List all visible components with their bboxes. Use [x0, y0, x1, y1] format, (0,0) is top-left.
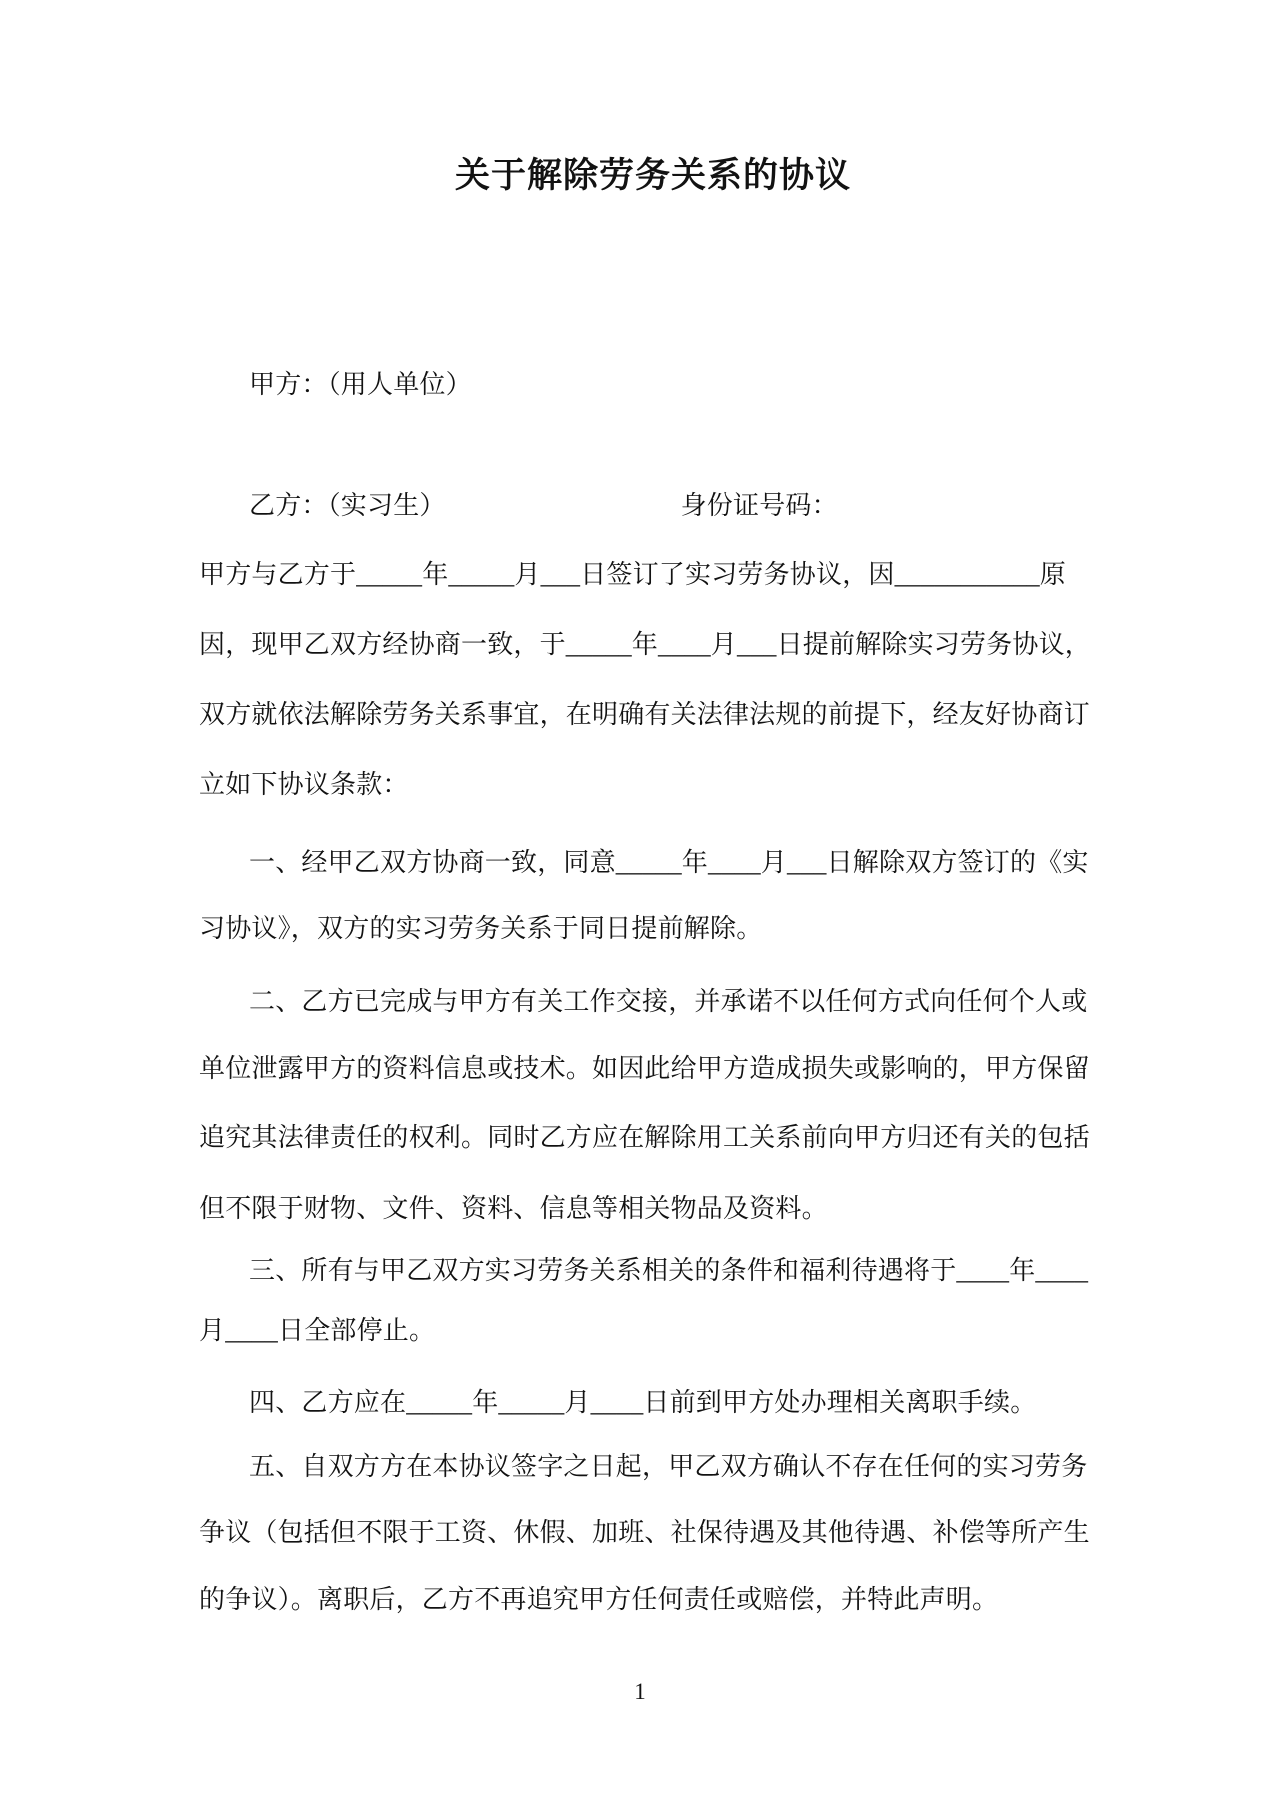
page-number: 1 — [634, 1679, 646, 1704]
clause-2-line-3: 追究其法律责任的权利。同时乙方应在解除用工关系前向甲方归还有关的包括 — [199, 1123, 1090, 1152]
clause-2-line-1: 二、乙方已完成与甲方有关工作交接，并承诺不以任何方式向任何个人或 — [249, 987, 1088, 1016]
clause-3-line-1: 三、所有与甲乙双方实习劳务关系相关的条件和福利待遇将于____年____ — [249, 1256, 1089, 1285]
clause-5-line-3: 的争议）。离职后，乙方不再追究甲方任何责任或赔偿，并特此声明。 — [199, 1585, 999, 1614]
party-b-label: 乙方：（实习生） — [249, 491, 446, 520]
party-b-line — [199, 489, 1149, 523]
clause-1-line-1: 一、经甲乙双方协商一致，同意_____年____月___日解除双方签订的《实 — [249, 848, 1089, 877]
intro-line-2: 因，现甲乙双方经协商一致，于_____年____月___日提前解除实习劳务协议， — [199, 630, 1092, 659]
intro-line-1: 甲方与乙方于_____年_____月___日签订了实习劳务协议，因___________原 — [199, 560, 1067, 589]
clause-1-line-2: 习协议》，双方的实习劳务关系于同日提前解除。 — [199, 914, 763, 943]
clause-5-line-2: 争议（包括但不限于工资、休假、加班、社保待遇及其他待遇、补偿等所产生 — [199, 1518, 1090, 1547]
clause-2-line-4: 但不限于财物、文件、资料、信息等相关物品及资料。 — [199, 1194, 828, 1223]
clause-4-line-1: 四、乙方应在_____年_____月____日前到甲方处办理相关离职手续。 — [249, 1388, 1037, 1417]
clause-5-line-1: 五、自双方方在本协议签字之日起，甲乙双方确认不存在任何的实习劳务 — [249, 1452, 1088, 1481]
id-number-label: 身份证号码： — [680, 491, 838, 520]
doc-title: 关于解除劳务关系的协议 — [454, 156, 851, 195]
intro-line-3: 双方就依法解除劳务关系事宜，在明确有关法律法规的前提下，经友好协商订 — [199, 700, 1090, 729]
party-a-line: 甲方：（用人单位） — [249, 370, 472, 399]
clause-3-line-2: 月____日全部停止。 — [199, 1316, 436, 1345]
intro-line-4: 立如下协议条款： — [199, 770, 409, 799]
clause-2-line-2: 单位泄露甲方的资料信息或技术。如因此给甲方造成损失或影响的，甲方保留 — [199, 1054, 1090, 1083]
